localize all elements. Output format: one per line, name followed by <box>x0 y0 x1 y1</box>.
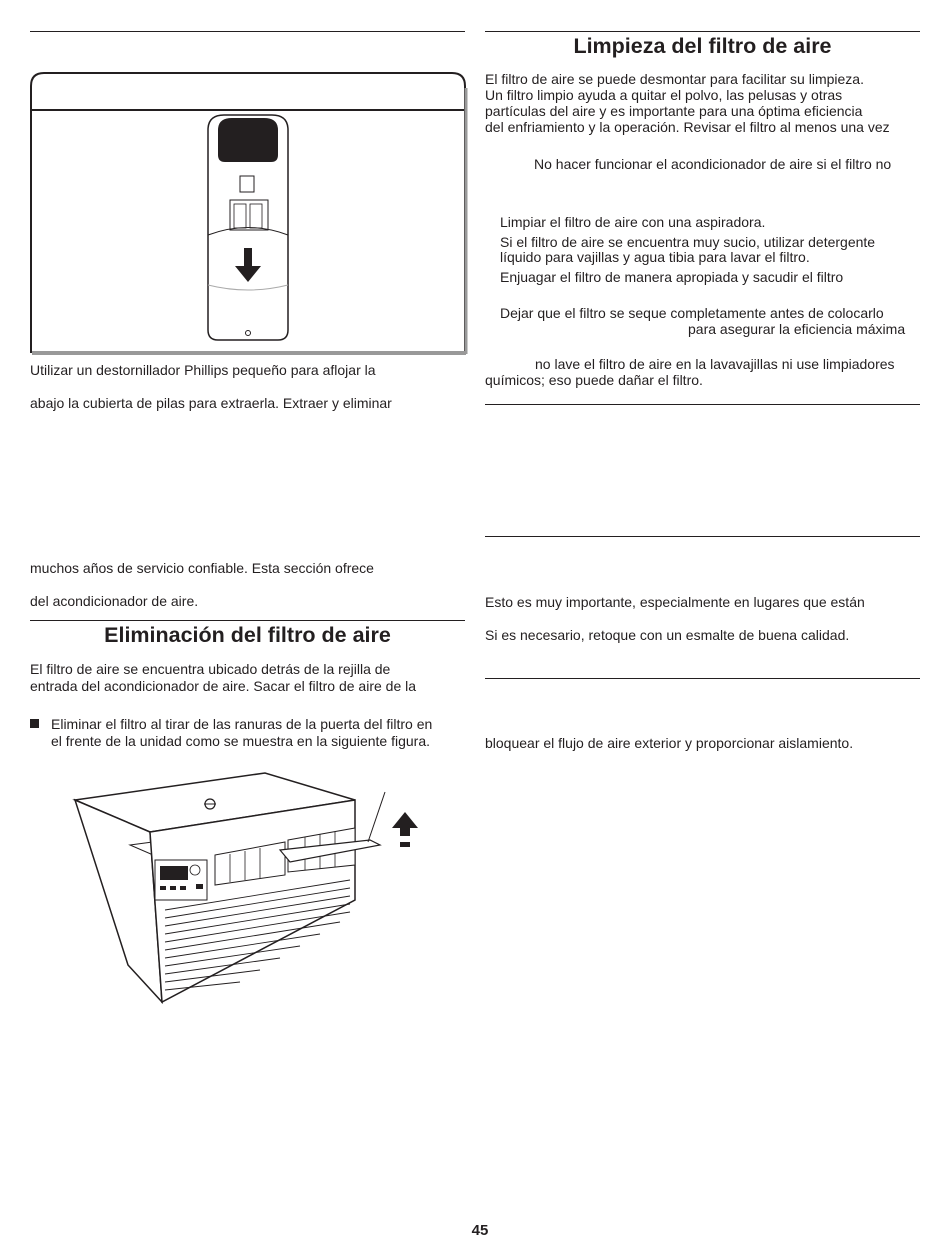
remote-battery-figure <box>28 70 468 355</box>
filter-removal-intro-line1: El filtro de aire se encuentra ubicado detrás de la rejilla de <box>30 661 391 677</box>
page-number: 45 <box>471 1222 489 1239</box>
air-conditioner-figure <box>70 770 430 1010</box>
filter-removal-heading: Eliminación del filtro de aire <box>104 623 391 647</box>
right-rule-3 <box>485 536 920 537</box>
cleaning-step3: Enjuagar el filtro de manera apropiada y sacudir el filtro <box>500 269 844 285</box>
filter-cleaning-heading: Limpieza del filtro de aire <box>573 34 832 58</box>
care-line1: muchos años de servicio confiable. Esta sección ofrece <box>30 560 374 576</box>
filter-removal-bullet-line2: el frente de la unidad como se muestra en la siguiente figura. <box>51 733 431 749</box>
cabinet-line2: Si es necesario, retoque con un esmalte de buena calidad. <box>485 627 850 643</box>
storage-line: bloquear el flujo de aire exterior y proporcionar aislamiento. <box>485 735 854 751</box>
cleaning-step4-line1: Dejar que el filtro se seque completamente antes de colocarlo <box>500 305 884 321</box>
cleaning-step4-line2: para asegurar la eficiencia máxima <box>688 321 906 337</box>
filter-note-line1: no lave el filtro de aire en la lavavajillas ni use limpiadores <box>535 356 895 372</box>
filter-removal-bullet-line1: Eliminar el filtro al tirar de las ranuras de la puerta del filtro en <box>51 716 433 732</box>
filter-cleaning-intro-line2: Un filtro limpio ayuda a quitar el polvo, las pelusas y otras <box>485 87 843 103</box>
filter-note-line2: químicos; eso puede dañar el filtro. <box>485 372 703 388</box>
right-rule-2 <box>485 404 920 405</box>
battery-caption-line2: abajo la cubierta de pilas para extraerla. Extraer y eliminar <box>30 395 392 411</box>
filter-removal-rule <box>30 620 465 621</box>
cleaning-step1: Limpiar el filtro de aire con una aspiradora. <box>500 214 766 230</box>
cleaning-step2-line2: líquido para vajillas y agua tibia para lavar el filtro. <box>500 249 810 265</box>
filter-cleaning-intro-line3: partículas del aire y es importante para una óptima eficiencia <box>485 103 863 119</box>
cabinet-line1: Esto es muy importante, especialmente en lugares que están <box>485 594 865 610</box>
filter-cleaning-intro-line4: del enfriamiento y la operación. Revisar el filtro al menos una vez <box>485 119 890 135</box>
filter-cleaning-intro-line1: El filtro de aire se puede desmontar para facilitar su limpieza. <box>485 71 864 87</box>
bullet-square <box>30 719 39 728</box>
top-rule-left <box>30 31 465 32</box>
filter-warning: No hacer funcionar el acondicionador de aire si el filtro no <box>534 156 892 172</box>
care-line2: del acondicionador de aire. <box>30 593 199 609</box>
filter-cleaning-rule <box>485 31 920 32</box>
battery-caption-line1: Utilizar un destornillador Phillips pequeño para aflojar la <box>30 362 376 378</box>
right-rule-4 <box>485 678 920 679</box>
filter-removal-intro-line2: entrada del acondicionador de aire. Sacar el filtro de aire de la <box>30 678 417 694</box>
cleaning-step2-line1: Si el filtro de aire se encuentra muy sucio, utilizar detergente <box>500 234 876 250</box>
